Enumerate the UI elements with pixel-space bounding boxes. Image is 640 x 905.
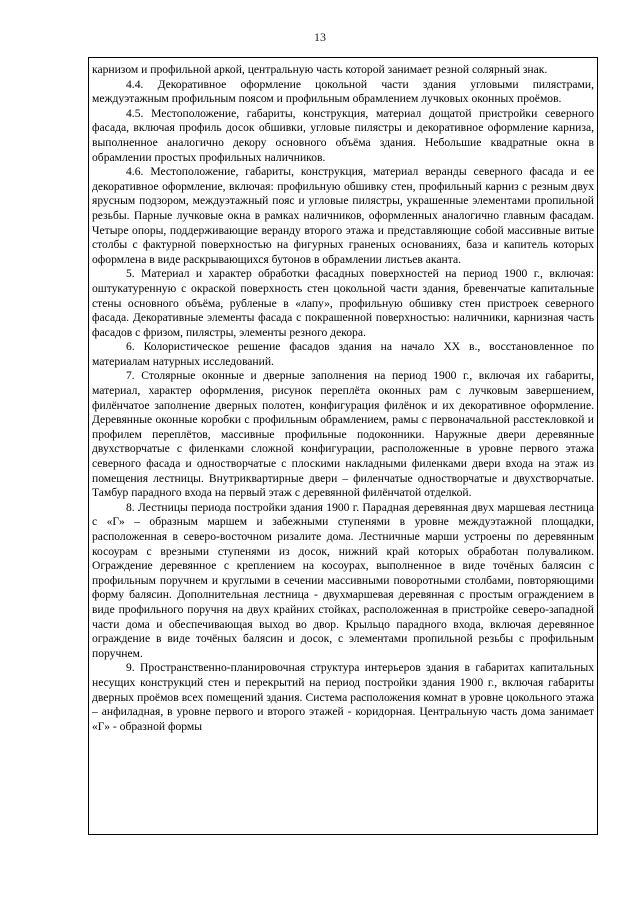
paragraph-9: 9. Пространственно-планировочная структура интерьеров здания в габаритах капитальных несущих конструкций стен и перекрытий на период постройки здания 1900 г., включая габариты дверных проёмов всех помещений здания. Система расположения комнат в уровне цокольного этажа – анфиладная, в уровне первого и второго этажей - коридорная. Центральную часть дома занимает «Г» - образной формы — [92, 661, 594, 733]
paragraph-6: 6. Колористическое решение фасадов здания на начало XX в., восстановленное по материалам натурных исследований. — [92, 340, 594, 368]
paragraph-4-4: 4.4. Декоративное оформление цокольной части здания угловыми пилястрами, междуэтажным профильным поясом и профильным обрамлением лучковых оконных проёмов. — [92, 77, 594, 106]
paragraph-continuation: карнизом и профильной аркой, центральную часть которой занимает резной солярный знак. — [92, 63, 548, 76]
paragraph-4-6: 4.6. Местоположение, габариты, конструкция, материал веранды северного фасада и ее декоративное оформление, включая: профильную обшивку стен, профильный карниз с резным двух ярусным подзором, междуэтажный пояс и угловые пилястры, украшенные элементами пропильной резьбы. Парные лучковые окна в рамках наличников, оформленных аналогично главным фасадам. Четыре опоры, поддерживающие веранду второго этажа и представляющие собой массивные витые столбы с фактурной поверхностью на фигурных граненых основаниях, база и капитель которых оформлена в виде раскрывающихся бутонов в обрамлении листьев аканта. — [92, 165, 594, 266]
page-number: 13 — [314, 30, 326, 44]
document-text-frame — [88, 57, 598, 835]
paragraph-7: 7. Столярные оконные и дверные заполнения на период 1900 г., включая их габариты, материал, характер оформления, рисунок переплёта оконных рам с лучковым завершением, филёнчатое заполнение дверных полотен, конфигурация филёнок и их декоративное оформление. Деревянные оконные коробки с профильным обрамлением, рамы с первоначальной расстекловкой и профилем переплётов, массивные профильные подоконники. Наружные двери деревянные двухстворчатые с филенками сложной конфигурации, расположенные в уровне первого этажа северного фасада и одностворчатые с плоскими накладными филенками двери входа на этаж из помещения лестницы. Внутриквартирные двери – филенчатые одностворчатые и двухстворчатые. Тамбур парадного входа на первый этаж с деревянной филёнчатой отделкой. — [92, 369, 594, 500]
paragraph-4-5: 4.5. Местоположение, габариты, конструкция, материал дощатой пристройки северного фасада, включая профиль досок обшивки, угловые пилястры и декоративное оформление карниза, выполненное аналогично декору основного объёма здания. Небольшие квадратные окна в обрамлении простых профильных наличников. — [92, 106, 594, 164]
paragraph-5: 5. Материал и характер обработки фасадных поверхностей на период 1900 г., включая: оштукатуренную с окраской поверхность стен цокольной части здания, бревенчатые капитальные стены основного объёма, рубленые в «лапу», профильную обшивку стен пристроек северного фасада. Декоративные элементы фасада с покрашенной поверхностью: наличники, карнизная часть фасадов с фризом, пилястры, элементы резного декора. — [92, 267, 594, 339]
paragraph-8: 8. Лестницы периода постройки здания 1900 г. Парадная деревянная двух маршевая лестница с «Г» – образным маршем и забежными ступенями в уровне междуэтажной площадки, расположенная в северо-восточном ризалите дома. Лестничные марши устроены по деревянным косоурам с врезными ступенями из досок, нижний край которых обработан полуваликом. Ограждение деревянное с креплением на косоурах, выполненное в виде точёных балясин с профильным поручнем и круглыми в сечении массивными поворотными столбами, повторяющими форму балясин. Дополнительная лестница - двухмаршевая деревянная с простым ограждением в виде профильного поручня на двух крайних стойках, расположенная в пристройке северо-западной части дома и обеспечивающая выход во двор. Крыльцо парадного входа, включая деревянное ограждение в виде точёных балясин и досок, с элементами пропильной резьбы с профильным поручнем. — [92, 500, 594, 660]
